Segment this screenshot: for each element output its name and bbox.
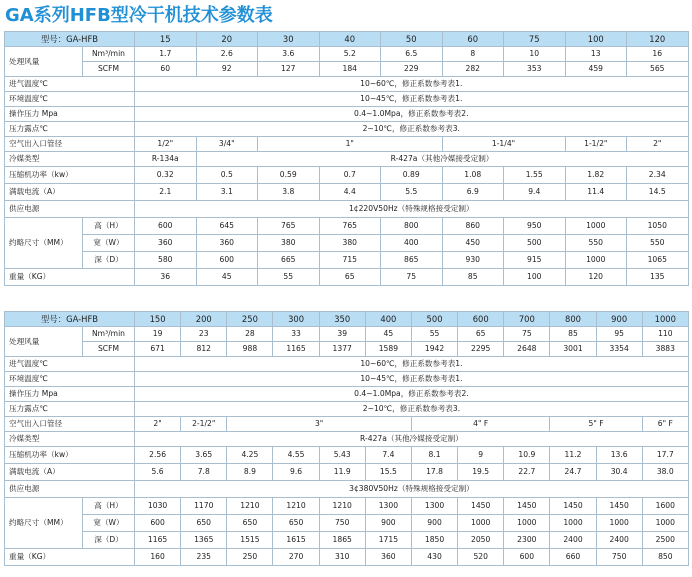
airflow-scfm-value: 565 [627,62,689,77]
ambient-temp-row [5,92,689,107]
ambient-temp-value: 10~45℃，修正系数参考表1. [135,372,689,387]
model-number: 800 [550,312,596,327]
full-load-current-value: 11.9 [319,464,365,481]
operating-pressure-row [5,387,689,402]
width-value: 360 [135,235,197,252]
pipe-size-value: 1/2" [135,137,197,152]
inlet-temp-row [5,357,689,372]
model-number: 30 [258,32,320,47]
weight-value: 250 [227,549,273,566]
model-number: 15 [135,32,197,47]
compressor-power-value: 11.2 [550,447,596,464]
height-value: 1450 [458,498,504,515]
height-value: 1300 [411,498,457,515]
depth-value: 2400 [550,532,596,549]
airflow-scfm-value: 988 [227,342,273,357]
airflow-nm3-value: 65 [458,327,504,342]
compressor-power-value: 2.34 [627,167,689,184]
airflow-nm3-row [5,327,689,342]
inlet-temp-label: 进气温度℃ [5,77,135,92]
weight-value: 750 [596,549,642,566]
airflow-scfm-value: 812 [181,342,227,357]
airflow-scfm-value: 1942 [411,342,457,357]
weight-value: 120 [565,269,627,286]
dimension-height-row [5,498,689,515]
airflow-nm3-value: 10 [504,47,566,62]
compressor-power-value: 1.55 [504,167,566,184]
pipe-size-value: 3" [227,417,412,432]
width-value: 450 [442,235,504,252]
full-load-current-value: 5.6 [135,464,181,481]
depth-value: 1065 [627,252,689,269]
airflow-nm3-value: 19 [135,327,181,342]
dimension-height-row [5,218,689,235]
operating-pressure-value: 0.4~1.0Mpa，修正系数参考表2. [135,107,689,122]
width-value: 1000 [596,515,642,532]
ambient-temp-label: 环境温度℃ [5,92,135,107]
pipe-size-value: 5" F [550,417,642,432]
inlet-temp-value: 10~60℃，修正系数参考表1. [135,357,689,372]
pipe-size-value: 1-1/4" [442,137,565,152]
model-label: 型号：GA-HFB [5,312,135,327]
pressure-dewpoint-row [5,122,689,137]
weight-value: 850 [642,549,688,566]
pressure-dewpoint-label: 压力露点℃ [5,402,135,417]
model-number: 350 [319,312,365,327]
compressor-power-value: 3.65 [181,447,227,464]
dimension-label: 约略尺寸（MM） [5,218,83,269]
depth-label: 深（D） [83,532,135,549]
airflow-unit-nm3: Nm³/min [83,327,135,342]
model-number: 600 [458,312,504,327]
weight-value: 36 [135,269,197,286]
airflow-scfm-value: 1589 [365,342,411,357]
full-load-current [5,464,689,481]
depth-value: 1515 [227,532,273,549]
compressor-power-value: 0.89 [381,167,443,184]
compressor-power-value: 5.43 [319,447,365,464]
depth-value: 1850 [411,532,457,549]
full-load-current-value: 30.4 [596,464,642,481]
weight [5,269,689,286]
compressor-power-value: 4.55 [273,447,319,464]
airflow-scfm-row [5,62,689,77]
height-value: 765 [319,218,381,235]
compressor-power-label: 压缩机功率（kw） [5,447,135,464]
compressor-power-value: 1.08 [442,167,504,184]
width-label: 宽（W） [83,515,135,532]
pipe-size-value: 3/4" [196,137,258,152]
depth-label: 深（D） [83,252,135,269]
pipe-size-value: 4" F [411,417,549,432]
refrigerant-value: R-427a（其他冷媒接受定制） [135,432,689,447]
weight-value: 235 [181,549,227,566]
depth-value: 1365 [181,532,227,549]
weight-value: 430 [411,549,457,566]
width-value: 500 [504,235,566,252]
dimension-width-row [5,235,689,252]
airflow-nm3-value: 110 [642,327,688,342]
depth-value: 865 [381,252,443,269]
pressure-dewpoint-row [5,402,689,417]
airflow-nm3-value: 1.7 [135,47,197,62]
refrigerant-row [5,152,689,167]
dimension-depth-row [5,252,689,269]
height-value: 1210 [227,498,273,515]
power-supply-value: 3¢380V50Hz（特殊规格接受定制） [135,481,689,498]
airflow-label: 处理风量 [5,47,83,77]
height-label: 高（H） [83,218,135,235]
weight-value: 135 [627,269,689,286]
airflow-nm3-value: 23 [181,327,227,342]
height-value: 1210 [319,498,365,515]
weight-value: 55 [258,269,320,286]
inlet-temp-label: 进气温度℃ [5,357,135,372]
full-load-current-value: 8.9 [227,464,273,481]
refrigerant-label: 冷媒类型 [5,432,135,447]
spec-table-2 [4,311,689,566]
model-row [5,312,689,327]
depth-value: 2300 [504,532,550,549]
airflow-scfm-value: 127 [258,62,320,77]
full-load-current-value: 6.9 [442,184,504,201]
compressor-power-value: 0.5 [196,167,258,184]
airflow-scfm-value: 2648 [504,342,550,357]
refrigerant-row [5,432,689,447]
operating-pressure-value: 0.4~1.0Mpa，修正系数参考表2. [135,387,689,402]
refrigerant-value: R-134a [135,152,197,167]
refrigerant-value: R-427a（其他冷媒接受定制） [196,152,688,167]
compressor-power-value: 7.4 [365,447,411,464]
depth-value: 600 [196,252,258,269]
weight-value: 85 [442,269,504,286]
airflow-nm3-value: 28 [227,327,273,342]
weight-value: 310 [319,549,365,566]
airflow-scfm-value: 282 [442,62,504,77]
airflow-scfm-value: 671 [135,342,181,357]
pressure-dewpoint-label: 压力露点℃ [5,122,135,137]
airflow-scfm-value: 60 [135,62,197,77]
compressor-power-value: 0.7 [319,167,381,184]
airflow-scfm-row [5,342,689,357]
airflow-unit-nm3: Nm³/min [83,47,135,62]
width-value: 600 [135,515,181,532]
airflow-nm3-value: 5.2 [319,47,381,62]
weight-value: 45 [196,269,258,286]
pipe-size-value: 1" [258,137,443,152]
pipe-size-value: 6" F [642,417,688,432]
full-load-current-value: 17.8 [411,464,457,481]
model-number: 75 [504,32,566,47]
compressor-power [5,447,689,464]
power-supply-row [5,201,689,218]
compressor-power [5,167,689,184]
airflow-scfm-value: 1165 [273,342,319,357]
height-value: 1600 [642,498,688,515]
full-load-current-value: 9.6 [273,464,319,481]
pipe-size-row [5,137,689,152]
full-load-current-value: 3.8 [258,184,320,201]
full-load-current-value: 5.5 [381,184,443,201]
full-load-current-label: 满载电流（A） [5,184,135,201]
compressor-power-value: 1.82 [565,167,627,184]
compressor-power-value: 13.6 [596,447,642,464]
dimension-label: 约略尺寸（MM） [5,498,83,549]
power-supply-row [5,481,689,498]
airflow-scfm-value: 229 [381,62,443,77]
model-number: 900 [596,312,642,327]
width-value: 380 [319,235,381,252]
airflow-scfm-value: 184 [319,62,381,77]
model-number: 500 [411,312,457,327]
width-value: 550 [565,235,627,252]
airflow-scfm-value: 1377 [319,342,365,357]
depth-value: 1615 [273,532,319,549]
height-value: 1170 [181,498,227,515]
full-load-current-value: 22.7 [504,464,550,481]
depth-value: 930 [442,252,504,269]
power-supply-value: 1¢220V50Hz（特殊规格接受定制） [135,201,689,218]
operating-pressure-label: 操作压力 Mpa [5,387,135,402]
compressor-power-value: 9 [458,447,504,464]
compressor-power-value: 10.9 [504,447,550,464]
width-value: 750 [319,515,365,532]
full-load-current [5,184,689,201]
depth-value: 1000 [565,252,627,269]
page-title: GA系列HFB型冷干机技术参数表 [5,5,273,26]
height-value: 765 [258,218,320,235]
airflow-nm3-value: 3.6 [258,47,320,62]
width-value: 650 [273,515,319,532]
width-value: 900 [411,515,457,532]
model-row [5,32,689,47]
airflow-nm3-value: 45 [365,327,411,342]
airflow-nm3-value: 85 [550,327,596,342]
model-number: 1000 [642,312,688,327]
airflow-nm3-value: 95 [596,327,642,342]
airflow-nm3-value: 16 [627,47,689,62]
height-value: 1050 [627,218,689,235]
full-load-current-value: 9.4 [504,184,566,201]
height-value: 1210 [273,498,319,515]
width-value: 900 [365,515,411,532]
pressure-dewpoint-value: 2~10℃，修正系数参考表3. [135,122,689,137]
ambient-temp-row [5,372,689,387]
depth-value: 1165 [135,532,181,549]
compressor-power-value: 0.59 [258,167,320,184]
width-value: 1000 [504,515,550,532]
width-value: 400 [381,235,443,252]
model-number: 300 [273,312,319,327]
airflow-scfm-value: 353 [504,62,566,77]
full-load-current-value: 2.1 [135,184,197,201]
height-value: 1450 [504,498,550,515]
airflow-unit-scfm: SCFM [83,342,135,357]
depth-value: 2050 [458,532,504,549]
full-load-current-label: 满载电流（A） [5,464,135,481]
model-number: 200 [181,312,227,327]
inlet-temp-row [5,77,689,92]
refrigerant-label: 冷媒类型 [5,152,135,167]
airflow-nm3-value: 6.5 [381,47,443,62]
airflow-scfm-value: 2295 [458,342,504,357]
full-load-current-value: 38.0 [642,464,688,481]
pipe-size-row [5,417,689,432]
full-load-current-value: 3.1 [196,184,258,201]
height-value: 1030 [135,498,181,515]
weight-value: 600 [504,549,550,566]
airflow-nm3-value: 39 [319,327,365,342]
width-value: 380 [258,235,320,252]
weight-value: 75 [381,269,443,286]
spec-table-1 [4,31,689,286]
airflow-scfm-value: 92 [196,62,258,77]
depth-value: 715 [319,252,381,269]
model-number: 50 [381,32,443,47]
height-value: 1450 [596,498,642,515]
airflow-nm3-value: 33 [273,327,319,342]
airflow-scfm-value: 3354 [596,342,642,357]
full-load-current-value: 15.5 [365,464,411,481]
ambient-temp-label: 环境温度℃ [5,372,135,387]
height-value: 860 [442,218,504,235]
weight-label: 重量（KG） [5,549,135,566]
width-value: 360 [196,235,258,252]
pipe-size-value: 1-1/2" [565,137,627,152]
pressure-dewpoint-value: 2~10℃，修正系数参考表3. [135,402,689,417]
depth-value: 2400 [596,532,642,549]
model-number: 20 [196,32,258,47]
model-number: 400 [365,312,411,327]
depth-value: 1865 [319,532,365,549]
compressor-power-value: 2.56 [135,447,181,464]
compressor-power-value: 17.7 [642,447,688,464]
depth-value: 915 [504,252,566,269]
height-value: 800 [381,218,443,235]
airflow-scfm-value: 459 [565,62,627,77]
inlet-temp-value: 10~60℃，修正系数参考表1. [135,77,689,92]
height-value: 1300 [365,498,411,515]
weight-value: 270 [273,549,319,566]
height-value: 1450 [550,498,596,515]
model-number: 250 [227,312,273,327]
model-number: 100 [565,32,627,47]
width-value: 1000 [550,515,596,532]
depth-value: 2500 [642,532,688,549]
power-supply-label: 供应电源 [5,481,135,498]
height-value: 1000 [565,218,627,235]
width-label: 宽（W） [83,235,135,252]
compressor-power-label: 压缩机功率（kw） [5,167,135,184]
ambient-temp-value: 10~45℃，修正系数参考表1. [135,92,689,107]
weight [5,549,689,566]
airflow-label: 处理风量 [5,327,83,357]
full-load-current-value: 14.5 [627,184,689,201]
operating-pressure-label: 操作压力 Mpa [5,107,135,122]
model-number: 120 [627,32,689,47]
width-value: 550 [627,235,689,252]
depth-value: 665 [258,252,320,269]
model-number: 60 [442,32,504,47]
weight-value: 360 [365,549,411,566]
model-number: 700 [504,312,550,327]
pipe-size-value: 2-1/2" [181,417,227,432]
pipe-size-label: 空气出入口管径 [5,137,135,152]
airflow-nm3-value: 8 [442,47,504,62]
dimension-width-row [5,515,689,532]
full-load-current-value: 4.4 [319,184,381,201]
power-supply-label: 供应电源 [5,201,135,218]
weight-value: 660 [550,549,596,566]
full-load-current-value: 11.4 [565,184,627,201]
height-value: 645 [196,218,258,235]
dimension-depth-row [5,532,689,549]
airflow-nm3-value: 55 [411,327,457,342]
airflow-nm3-value: 75 [504,327,550,342]
height-value: 950 [504,218,566,235]
model-label: 型号：GA-HFB [5,32,135,47]
airflow-nm3-row [5,47,689,62]
depth-value: 580 [135,252,197,269]
compressor-power-value: 8.1 [411,447,457,464]
height-label: 高（H） [83,498,135,515]
weight-label: 重量（KG） [5,269,135,286]
airflow-scfm-value: 3001 [550,342,596,357]
width-value: 650 [181,515,227,532]
model-number: 150 [135,312,181,327]
airflow-scfm-value: 3883 [642,342,688,357]
full-load-current-value: 7.8 [181,464,227,481]
compressor-power-value: 4.25 [227,447,273,464]
width-value: 650 [227,515,273,532]
weight-value: 65 [319,269,381,286]
full-load-current-value: 24.7 [550,464,596,481]
full-load-current-value: 19.5 [458,464,504,481]
weight-value: 100 [504,269,566,286]
airflow-unit-scfm: SCFM [83,62,135,77]
pipe-size-value: 2" [135,417,181,432]
height-value: 600 [135,218,197,235]
pipe-size-label: 空气出入口管径 [5,417,135,432]
pipe-size-value: 2" [627,137,689,152]
depth-value: 1715 [365,532,411,549]
airflow-nm3-value: 2.6 [196,47,258,62]
weight-value: 520 [458,549,504,566]
width-value: 1000 [458,515,504,532]
compressor-power-value: 0.32 [135,167,197,184]
width-value: 1000 [642,515,688,532]
weight-value: 160 [135,549,181,566]
operating-pressure-row [5,107,689,122]
model-number: 40 [319,32,381,47]
airflow-nm3-value: 13 [565,47,627,62]
